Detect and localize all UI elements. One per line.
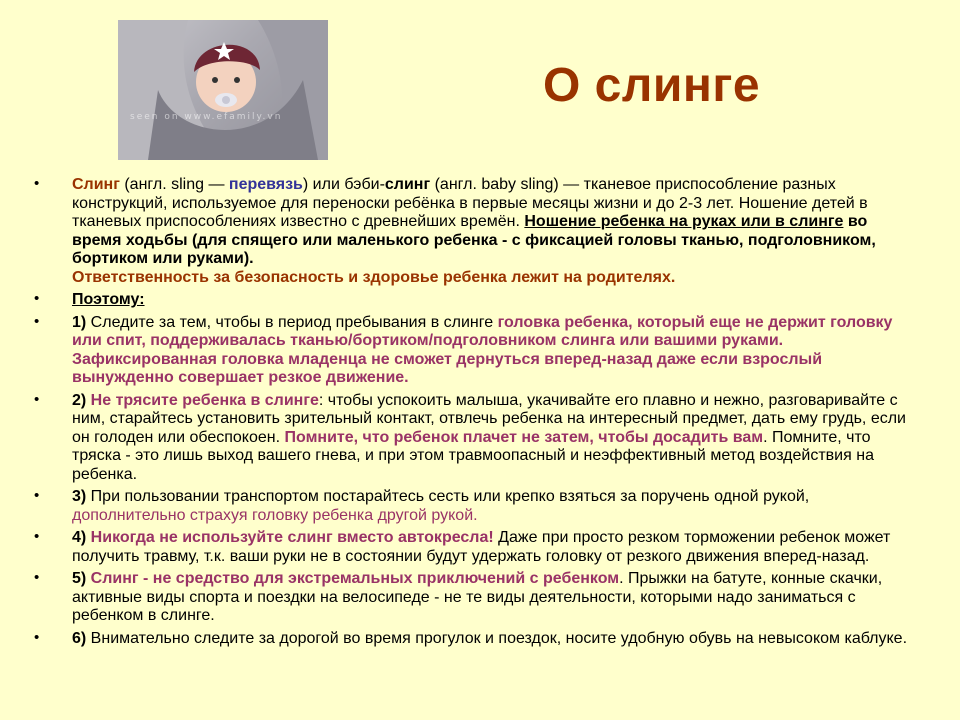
slide-title: О слинге [543,59,761,112]
list-item [34,314,914,388]
text-run: . Прыжки на батуте, конные скачки, активные виды спорта и поездки на велосипеде - не те виды деятельности, которыми надо заниматься с ребенком в слинге. [72,570,883,624]
text-run: Даже при просто резком торможении ребенок может получить травму, т.к. ваши руки не в состоянии будут удержать головку от резкого движения вперед-назад. [72,529,891,565]
text-run: 2) [72,391,87,409]
bullet-icon: • [34,569,40,586]
bullet-icon: • [34,175,40,192]
text-run: 5) [72,570,87,587]
text-run: Слинг - не средство для экстремальных приключений с ребенком [86,570,620,587]
bullet-icon: • [34,628,40,646]
bullet-icon: • [34,528,40,545]
text-run: . Помните, что тряска - это лишь выход вашего гнева, и при этом травмоопасный и неэффективный метод воздействия на ребенка. [72,428,874,483]
baby-in-sling-photo [118,20,328,160]
text-run: головка ребенка, который еще не держит головку или спит, поддерживалась тканью/бортиком/подголовником слинга или вашими руками. Зафиксированная головка младенца не сможет дернуться вперед-назад даже если взрослый вынужденно совершает резкое движение. [72,313,893,386]
photo-watermark: seen on www.efamily.vn [130,112,283,122]
list-item [34,630,914,649]
text-run: Ответственность за безопасность и здоровье ребенка лежит на родителях. [72,268,676,286]
text-run: 1) [72,313,87,331]
list-item [34,392,914,485]
text-run: перевязь [228,176,303,193]
text-run: Не трясите ребенка в слинге [86,391,319,409]
list-item [34,291,914,310]
text-run: Ношение ребенка на руках или в слинге [524,213,844,230]
text-run: (англ. sling — [119,176,229,193]
text-run: При пользовании транспортом постарайтесь сесть или крепко взяться за поручень одной рукой, [86,488,810,505]
text-run: Поэтому: [72,291,145,308]
text-run: 6) [72,629,87,647]
bullet-icon: • [34,390,40,408]
bullet-icon: • [34,487,40,504]
list-item [34,570,914,626]
list-item [34,488,914,525]
baby-in-sling-illustration [118,20,328,160]
text-run: Слинг [72,176,120,193]
list-item [34,529,914,566]
text-run: Следите за тем, чтобы в период пребывания в слинге [86,313,498,331]
bullet-icon: • [34,290,40,307]
text-run: слинг [384,176,431,193]
text-run: 3) [72,488,87,505]
text-run: дополнительно страхуя головку ребенка другой рукой. [72,506,478,524]
text-run: (англ. baby sling) — тканевое приспособление разных конструкций, используемое для переноски ребёнка в первые месяцы жизни и до 2-3 лет. Ношение детей в тканевых приспособлениях известно с древнейших времён. [72,176,868,230]
bullet-icon: • [34,312,40,330]
text-run: : чтобы успокоить малыша, укачивайте его плавно и нежно, разговаривайте с ним, старайтесь установить зрительный контакт, отвлечь ребенка на интересный предмет, дать ему грудь, если он голоден или обеспокоен. [72,391,906,446]
text-run: Никогда не используйте слинг вместо автокресла! [86,529,494,546]
text-run: 4) [72,529,87,546]
text-run: ) или бэби- [302,176,385,193]
text-run: во время ходьбы (для спящего или маленького ребенка - с фиксацией головы тканью, подголовником, бортиком или руками). [72,213,876,267]
list-item [34,176,914,287]
text-run: Помните, что ребенок плачет не затем, чтобы досадить вам [284,428,764,446]
bullet-list [34,176,914,652]
text-run: Внимательно следите за дорогой во время прогулок и поездок, носите удобную обувь на невысоком каблуке. [86,629,908,647]
